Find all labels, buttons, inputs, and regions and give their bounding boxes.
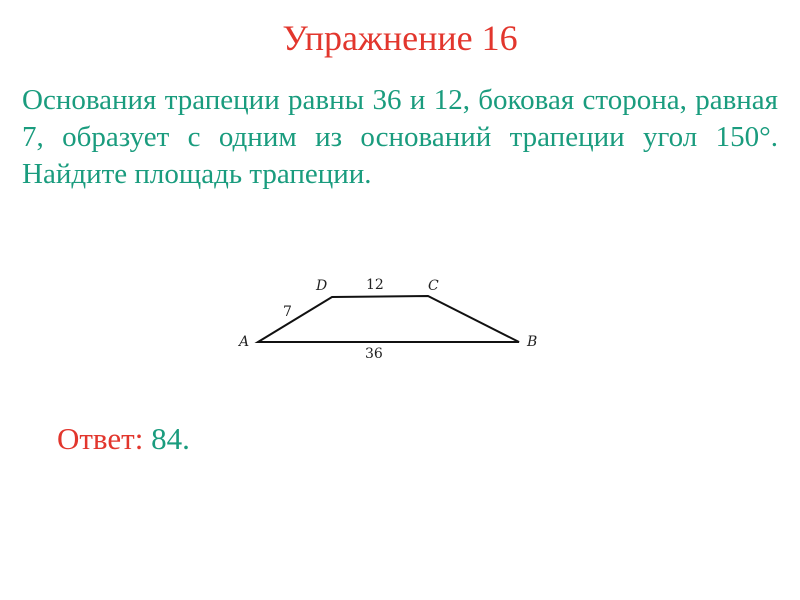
bottom-base-label: 36 — [365, 346, 383, 362]
vertex-label-b: B — [527, 334, 538, 350]
vertex-label-c: C — [428, 278, 439, 294]
trapezoid-shape — [258, 296, 519, 342]
answer-label: Ответ: — [57, 421, 144, 456]
vertex-label-a: A — [239, 334, 250, 350]
vertex-label-d: D — [316, 278, 328, 294]
answer-line — [57, 419, 190, 459]
side-length-label: 7 — [283, 304, 292, 320]
answer-value: 84. — [151, 421, 190, 456]
exercise-title: Упражнение 16 — [282, 18, 518, 58]
problem-statement: Основания трапеции равны 36 и 12, боковая сторона, равная 7, образует с одним из оснований трапеции угол 150°. Найдите площадь трапеции. — [22, 84, 778, 190]
top-base-label: 12 — [366, 277, 384, 293]
